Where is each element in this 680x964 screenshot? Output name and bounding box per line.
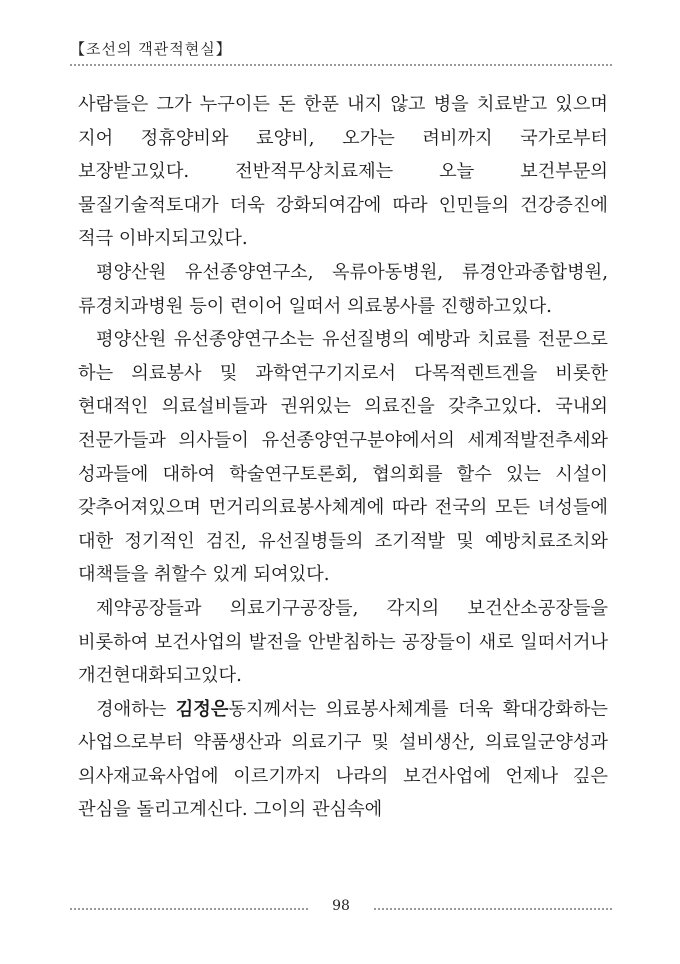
page-number: 98 bbox=[332, 898, 350, 914]
paragraph-1: 사람들은 그가 누구이든 돈 한푼 내지 않고 병을 치료받고 있으며 지어 정휴양비와 료양비, 오가는 려비까지 국가로부터 보장받고있다. 전반적무상치료제는 오늘 보건부문의 물질기술적토대가 더욱 강화되여감에 따라 인민들의 건강증진에 적극 이바지되고있다. bbox=[78, 94, 608, 250]
header-dotted-rule bbox=[70, 64, 612, 66]
leader-name-emphasis: 김정은 bbox=[175, 698, 229, 720]
paragraph-3: 평양산원 유선종양연구소는 유선질병의 예방과 치료를 전문으로 하는 의료봉사 및 과학연구기지로서 다목적렌트겐을 비롯한 현대적인 의료설비들과 권위있는 의료진을 갖추고있다. 국내외 전문가들과 의사들이 유선종양연구분야에서의 세계적발전추세와 성과들에 대하여 학술연구토론회, 협의회를 할수 있는 시설이 갖추어져있으며 먼거리의료봉사체계에 따라 전국의 모든 녀성들에 대한 정기적인 검진, 유선질병들의 조기적발 및 예방치료조치와 대책들을 취할수 있게 되여있다. bbox=[78, 329, 608, 586]
body-text bbox=[78, 88, 608, 827]
paragraph-4: 제약공장들과 의료기구공장들, 각지의 보건산소공장들을 비롯하여 보건사업의 발전을 안받침하는 공장들이 새로 일떠서거나 개건현대화되고있다. bbox=[78, 597, 608, 687]
page-footer bbox=[70, 898, 612, 918]
footer-rule-right bbox=[374, 908, 612, 910]
running-head-title: 【조선의 객관적현실】 bbox=[70, 40, 232, 58]
paragraph-2: 평양산원 유선종양연구소, 옥류아동병원, 류경안과종합병원, 류경치과병원 등이 련이어 일떠서 의료봉사를 진행하고있다. bbox=[78, 261, 608, 317]
paragraph-5-rest: 동지께서는 의료봉사체계를 더욱 확대강화하는 사업으로부터 약품생산과 의료기구 및 설비생산, 의료일군양성과 의사재교육사업에 이르기까지 나라의 보건사업에 언제나 깊은 관심을 돌리고계신다. 그이의 관심속에 bbox=[78, 698, 608, 821]
paragraph-5-lead: 경애하는 bbox=[96, 698, 176, 720]
paragraph-5 bbox=[78, 693, 608, 827]
